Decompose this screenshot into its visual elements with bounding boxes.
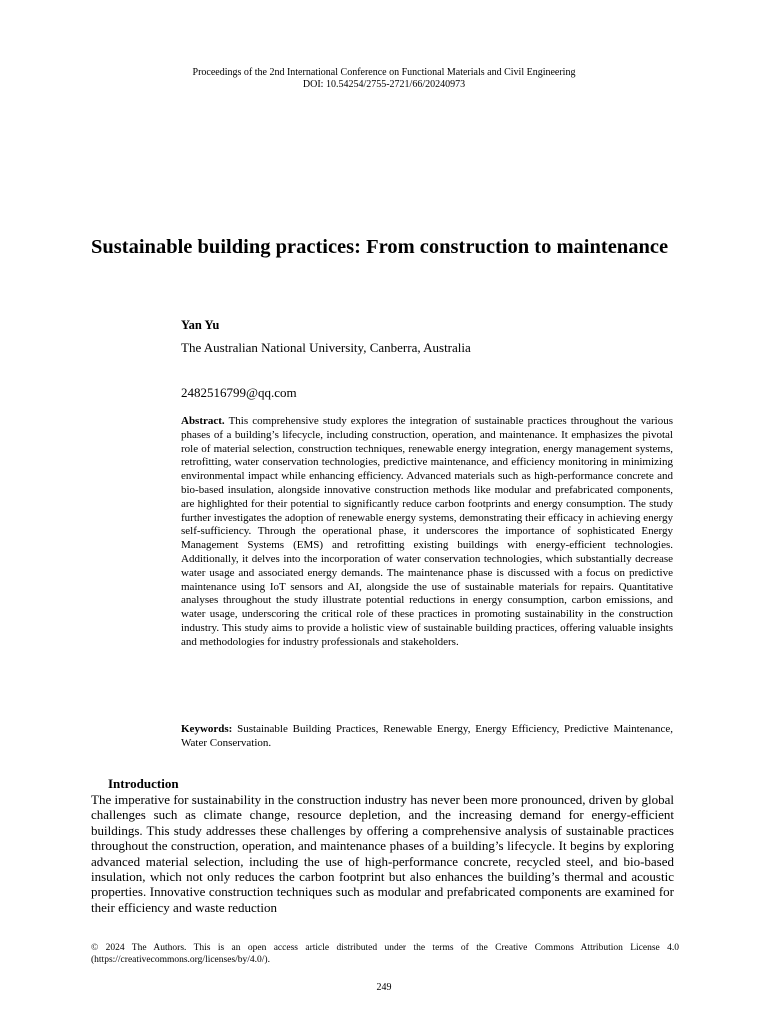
keywords-text: Sustainable Building Practices, Renewable Energy, Energy Efficiency, Predictive Maintenance, Water Conservation. — [181, 723, 673, 749]
author-name: Yan Yu — [181, 318, 220, 332]
keywords — [181, 722, 673, 750]
author-email: 2482516799@qq.com — [181, 385, 297, 400]
introduction-text: The imperative for sustainability in the construction industry has never been more pronounced, driven by global challenges such as climate change, resource depletion, and the increasing demand for energy-efficient buildings. This study addresses these challenges by offering a comprehensive analysis of sustainable practices throughout the construction, operation, and maintenance phases of a building’s lifecycle. It begins by exploring advanced material selection, including the use of high-performance concrete, recycled steel, and bio-based insulation, which not only reduces the carbon footprint but also enhances the building’s thermal and acoustic properties. Innovative construction techniques such as modular and prefabricated components are examined for their efficiency and waste reduction — [91, 792, 674, 915]
page-number: 249 — [376, 982, 392, 993]
proceedings-line: Proceedings of the 2nd International Conference on Functional Materials and Civil Engineering — [192, 67, 576, 78]
author-affiliation: The Australian National University, Canberra, Australia — [181, 340, 471, 355]
abstract-text: This comprehensive study explores the integration of sustainable practices throughout the various phases of a building’s lifecycle, including construction, operation, and maintenance. It emphasizes the pivotal role of material selection, construction techniques, renewable energy integration, energy management systems, retrofitting, water conservation technologies, predictive maintenance, and efficiency monitoring in minimizing environmental impact while enhancing efficiency. Advanced materials such as high-performance concrete and bio-based insulation, alongside innovative construction methods like modular and prefabricated components, are highlighted for their potential to significantly reduce carbon footprints and energy consumption. The study further investigates the adoption of renewable energy systems, demonstrating their efficacy in achieving energy self-sufficiency. Through the operational phase, it underscores the importance of sophisticated Energy Management Systems (EMS) and retrofitting existing buildings with energy-efficient technologies. Additionally, it delves into the incorporation of water conservation technologies, which substantially decrease water usage and associated energy demands. The maintenance phase is discussed with a focus on predictive maintenance using IoT sensors and AI, alongside the use of sustainable materials for repairs. Quantitative analyses throughout the study illustrate potential reductions in energy consumption, carbon emissions, and water usage, underscoring the critical role of these practices in promoting sustainability in the construction industry. This study aims to provide a holistic view of sustainable building practices, offering valuable insights and methodologies for industry professionals and stakeholders. — [181, 415, 673, 648]
abstract-label: Abstract. — [181, 415, 225, 427]
running-header — [0, 67, 768, 91]
abstract — [181, 415, 673, 650]
keywords-label: Keywords: — [181, 723, 233, 735]
paper-title: Sustainable building practices: From construction to maintenance — [91, 236, 669, 258]
introduction-heading: Introduction — [108, 776, 179, 791]
license-footnote: © 2024 The Authors. This is an open access article distributed under the terms of the Creative Commons Attribution License 4.0 (https://creativecommons.org/licenses/by/4.0/). — [91, 943, 679, 965]
doi-line: DOI: 10.54254/2755-2721/66/20240973 — [302, 79, 466, 90]
